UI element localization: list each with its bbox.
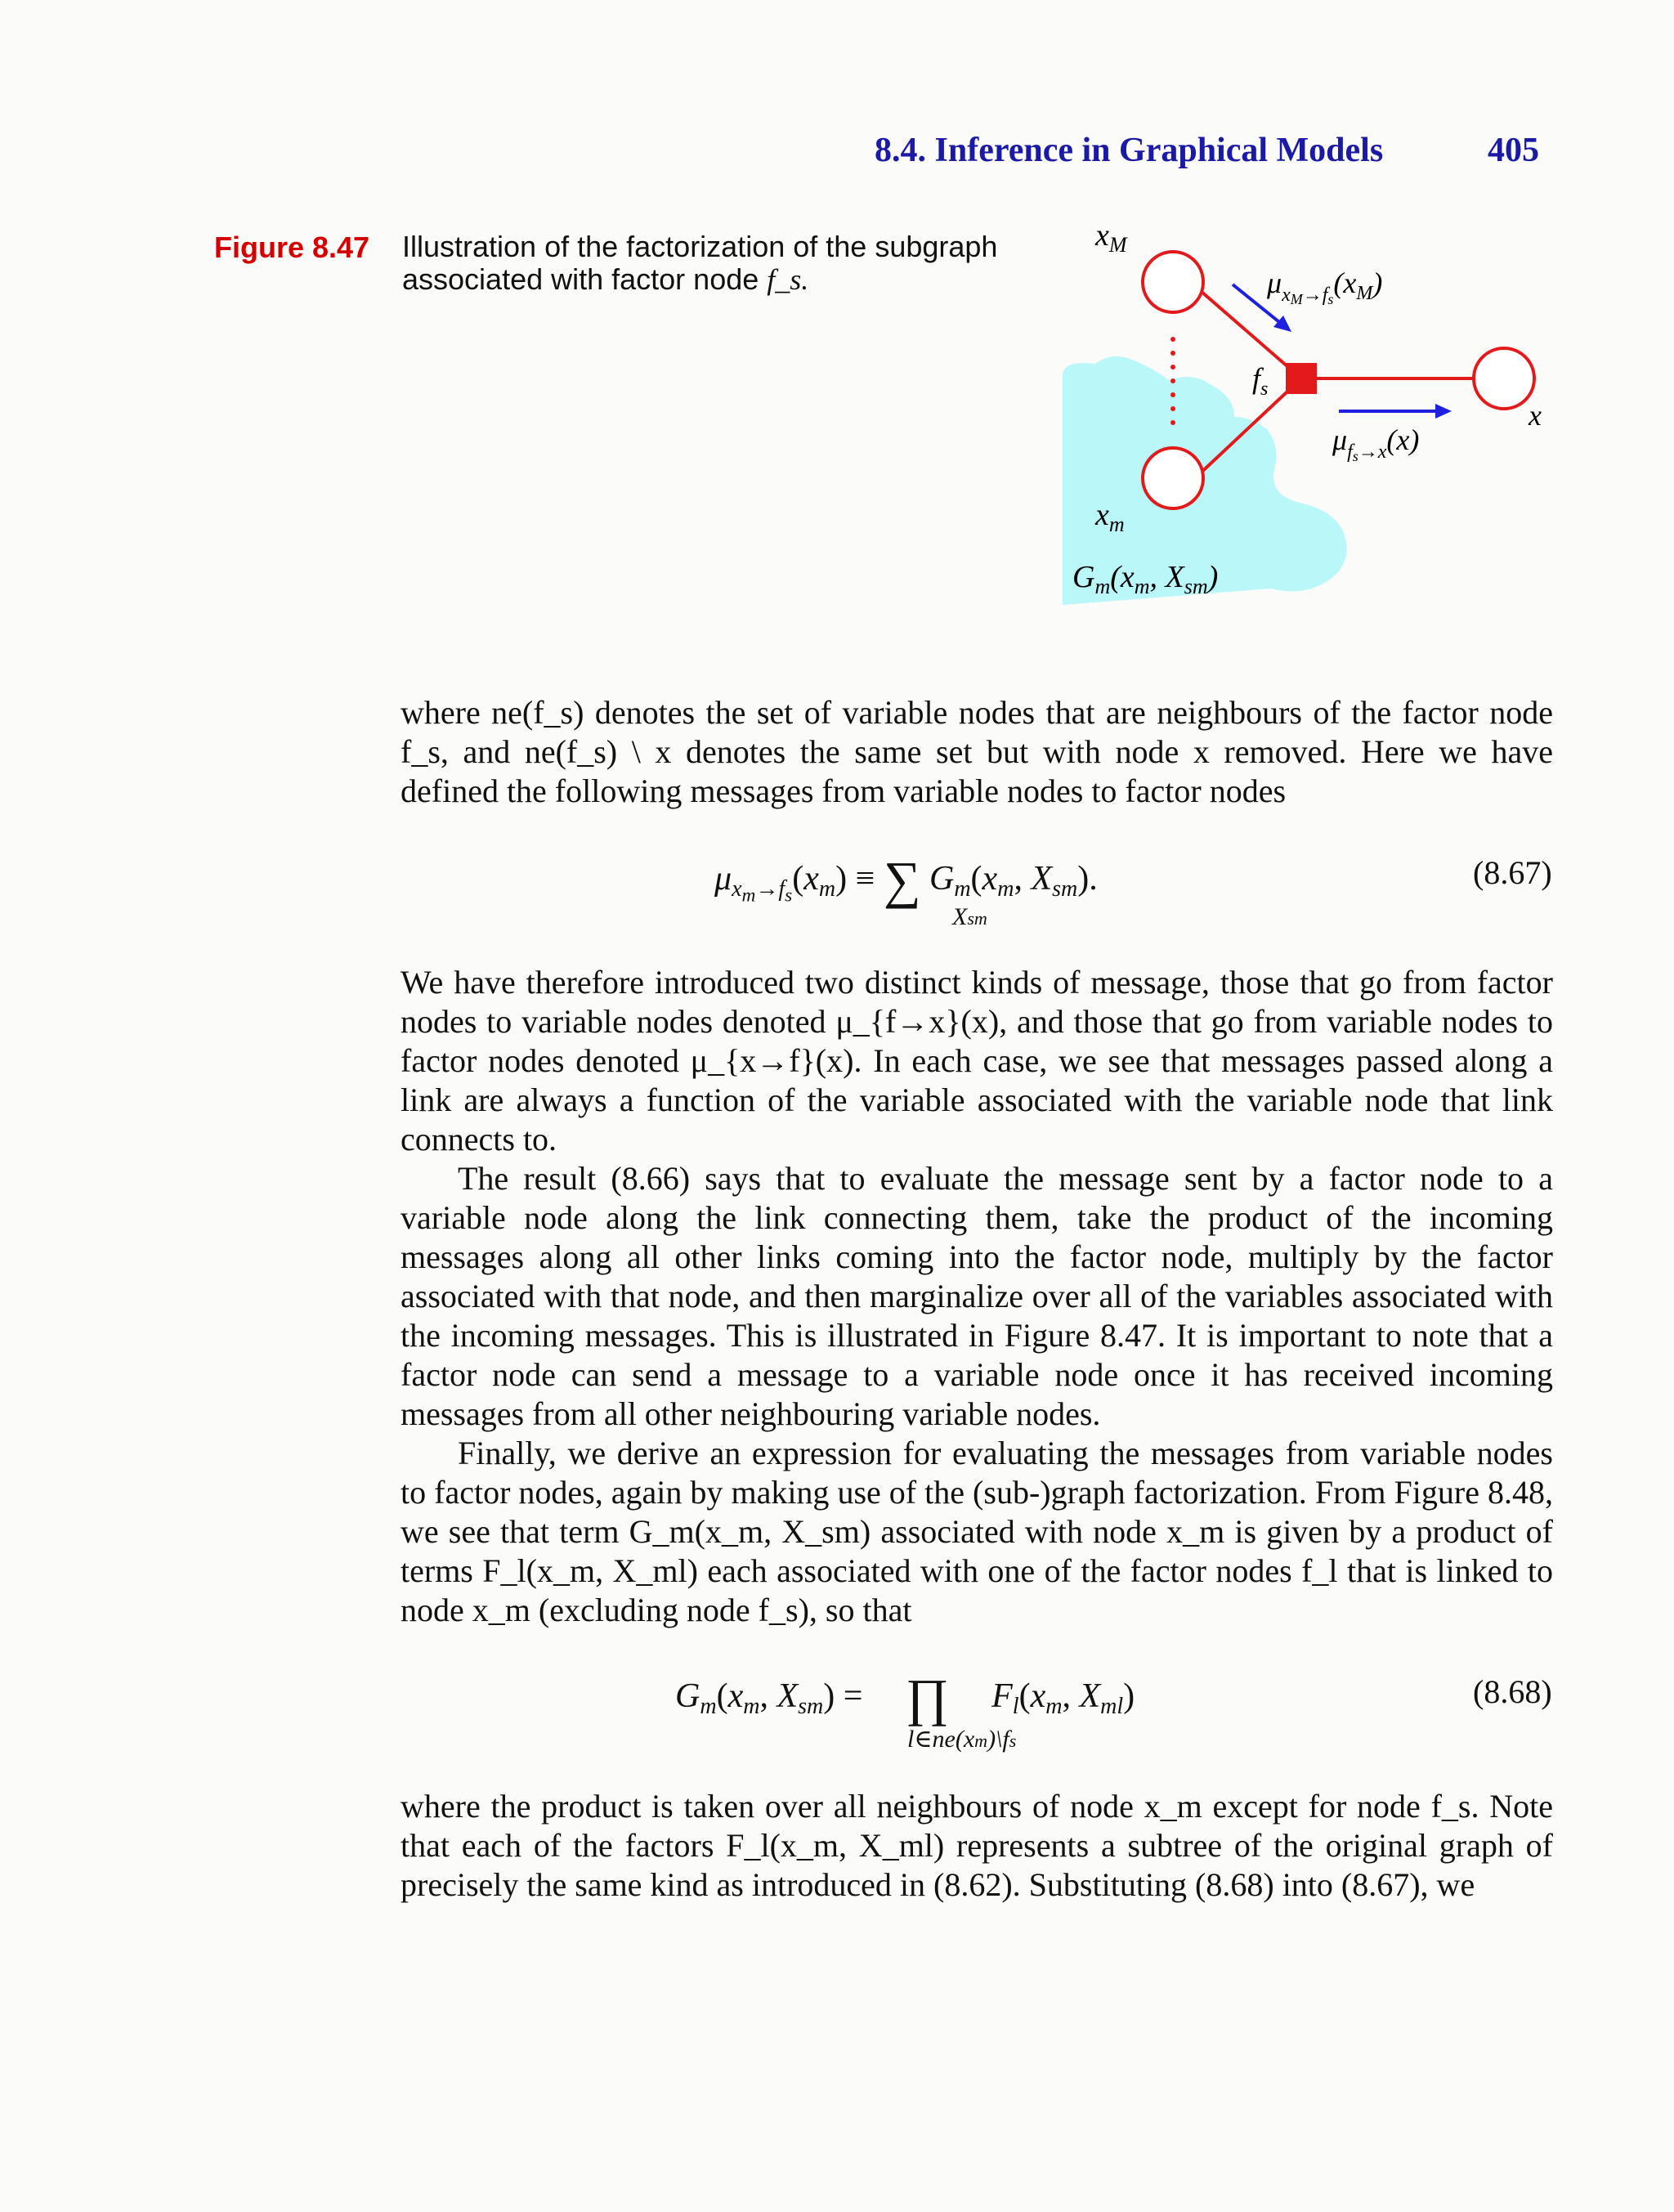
- equation-8-67-sum-index: Xsm: [952, 903, 987, 930]
- label-msg-in: $\mu_xM\to fs(x_M)$: [1267, 266, 1383, 307]
- page-number: 405: [1488, 132, 1539, 169]
- paragraph-1-text: where ne(f_s) denotes the set of variable nodes that are neighbours of the factor node f_s, and ne(f_s) \ x denotes the same set but with node x removed. Here we have defined the following messages from variable nodes to factor nodes: [401, 694, 1553, 809]
- arrow-outgoing: [1339, 404, 1452, 419]
- paragraph-2-text: We have therefore introduced two distinct kinds of message, those that go from factor nodes to variable nodes denoted μ_{f→x}(x), and those that go from variable nodes to factor nodes denoted μ_{x→f}(x). In each case, we see that messages passed along a link are always a function of the variable associated with the variable node that link connects to.: [401, 964, 1553, 1157]
- label-msg-out: $\mu_fs\to x(x)$: [1332, 423, 1420, 464]
- paragraph-1: [401, 693, 1553, 811]
- figure-caption: [402, 231, 1056, 296]
- equation-8-67: $\mu_{x_m\to f_s}(x_m)$ ≡ ∑ $G_m(x_m$, $X_{sm}$).: [714, 851, 1098, 909]
- paragraph-4-text: Finally, we derive an expression for evaluating the messages from variable nodes to factor nodes, again by making use of the (sub-)graph factorization. From Figure 8.48, we see that term G_m(x_m, X_sm) associated with node x_m is given by a product of terms F_l(x_m, X_ml) each associated with one of the factor nodes f_l that is linked to node x_m (excluding node f_s), so that: [401, 1435, 1553, 1628]
- equation-8-67-number: (8.67): [1473, 854, 1552, 891]
- paragraph-3-text: The result (8.66) says that to evaluate the message sent by a factor node to a variable node along the link connecting them, take the product of the incoming messages along all other links coming into the factor node, multiply by the factor associated with that node, and then marginalize over all of the variables associated with the incoming messages. This is illustrated in Figure 8.47. It is important to note that a factor node can send a message to a variable node once it has received incoming messages from all other neighbouring variable nodes.: [401, 1160, 1553, 1432]
- variable-node-xM: [1143, 252, 1203, 312]
- paragraph-5: [401, 1787, 1553, 1905]
- label-fs: $f_s$: [1252, 362, 1269, 400]
- factor-graph-diagram: [1063, 221, 1553, 629]
- label-xm: $x_m$: [1095, 498, 1125, 536]
- equation-8-68-number: (8.68): [1473, 1673, 1552, 1710]
- label-subgraph: $G_m(x_m$, $X_{sm}$): [1072, 560, 1219, 598]
- label-x: x: [1529, 399, 1542, 432]
- paragraph-2: [401, 963, 1553, 1159]
- paragraph-4: [401, 1434, 1553, 1630]
- equation-8-68: $G_m(x_m$, $X_{sm}$) = ∏ $F_l(x_m$, $X_{ml}$): [675, 1668, 1135, 1726]
- paragraph-3: [401, 1159, 1553, 1434]
- paragraph-5-text: where the product is taken over all neighbours of node x_m except for node f_s. Note that each of the factors F_l(x_m, X_ml) represents a subtree of the original graph of precisely the same kind as introduced in (8.62). Substituting (8.68) into (8.67), we: [401, 1788, 1553, 1903]
- equation-8-68-product-index: l∈ne(xm)\fs: [907, 1726, 1017, 1753]
- variable-node-xm: [1143, 448, 1203, 508]
- variable-node-x: [1474, 348, 1534, 409]
- label-xM: $x_M$: [1095, 221, 1127, 257]
- figure-caption-var: f_s.: [767, 263, 809, 296]
- figure-caption-text: Illustration of the factorization of the subgraph associated with factor node: [402, 230, 998, 296]
- figure-label: Figure 8.47: [214, 231, 370, 264]
- factor-node-fs: [1286, 363, 1317, 394]
- running-header-title: 8.4. Inference in Graphical Models: [875, 132, 1384, 169]
